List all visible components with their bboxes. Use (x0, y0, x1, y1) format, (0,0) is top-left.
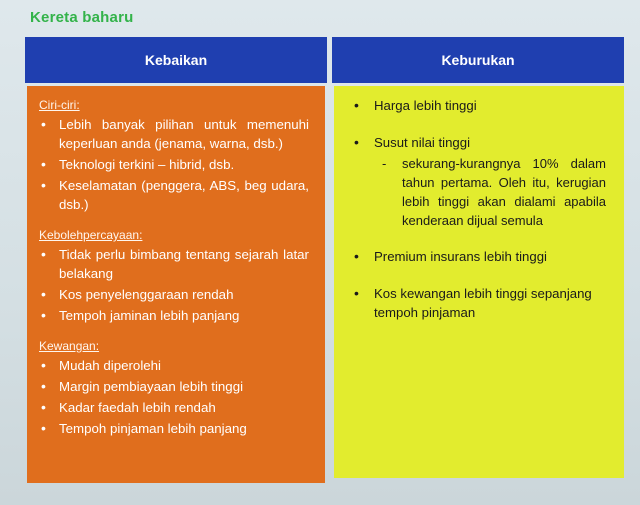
list-item: • Keselamatan (penggera, ABS, beg udara, dsb.) (41, 177, 309, 212)
disadvantages-list (348, 96, 606, 323)
bullet-icon: • (41, 357, 46, 373)
bullet-icon: • (41, 156, 46, 172)
dash-icon: - (382, 156, 387, 171)
list-item: • Tidak perlu bimbang tentang sejarah latar belakang (41, 246, 309, 281)
list-item: • Margin pembiayaan lebih tinggi (41, 378, 244, 394)
list-item: • Teknologi terkini – hibrid, dsb. (41, 156, 235, 172)
bullet-icon: • (354, 248, 359, 264)
list-item: • Tempoh pinjaman lebih panjang (41, 420, 247, 436)
bullet-icon: • (41, 378, 46, 394)
bullet-icon: • (41, 246, 46, 262)
bullet-icon: • (354, 97, 359, 113)
sub-list-item: - sekurang-kurangnya 10% dalam tahun pertama. Oleh itu, kerugian lebih tinggi akan dialami apabila kenderaan dijual semula (382, 156, 606, 228)
list-item: • Kadar faedah lebih rendah (41, 399, 216, 415)
disadvantages-column (334, 86, 624, 478)
section-label-features: Ciri-ciri: (39, 98, 80, 112)
advantages-column (27, 86, 325, 483)
bullet-icon: • (41, 307, 46, 323)
list-item: • Kos penyelenggaraan rendah (41, 286, 234, 302)
list-item: • Harga lebih tinggi (348, 96, 606, 116)
bullet-icon: • (354, 133, 359, 150)
page-title: Kereta baharu (30, 9, 134, 26)
list-item: • Susut nilai tinggi - sekurang-kurangnya 10% dalam tahun pertama. Oleh itu, kerugian lebih tinggi akan dialami apabila kenderaan dijual semula (354, 133, 606, 228)
bullet-icon: • (41, 116, 46, 132)
list-item: • Premium insurans lebih tinggi (348, 247, 606, 267)
section-label-finance: Kewangan: (39, 339, 100, 353)
bullet-icon: • (41, 286, 46, 302)
list-item: • Kos kewangan lebih tinggi sepanjang tempoh pinjaman (354, 284, 592, 320)
features-list (39, 115, 309, 214)
header-disadvantages: Keburukan (332, 37, 624, 83)
list-item: • Tempoh jaminan lebih panjang (41, 307, 240, 323)
finance-list (39, 356, 309, 438)
header-advantages: Kebaikan (25, 37, 327, 83)
list-item: • Lebih banyak pilihan untuk memenuhi keperluan anda (jenama, warna, dsb.) (41, 116, 309, 151)
bullet-icon: • (354, 284, 359, 301)
list-item: • Mudah diperolehi (41, 357, 162, 373)
bullet-icon: • (41, 399, 46, 415)
section-label-reliability: Kebolehpercayaan: (39, 228, 143, 242)
bullet-icon: • (41, 420, 46, 436)
bullet-icon: • (41, 177, 46, 193)
reliability-list (39, 245, 309, 325)
